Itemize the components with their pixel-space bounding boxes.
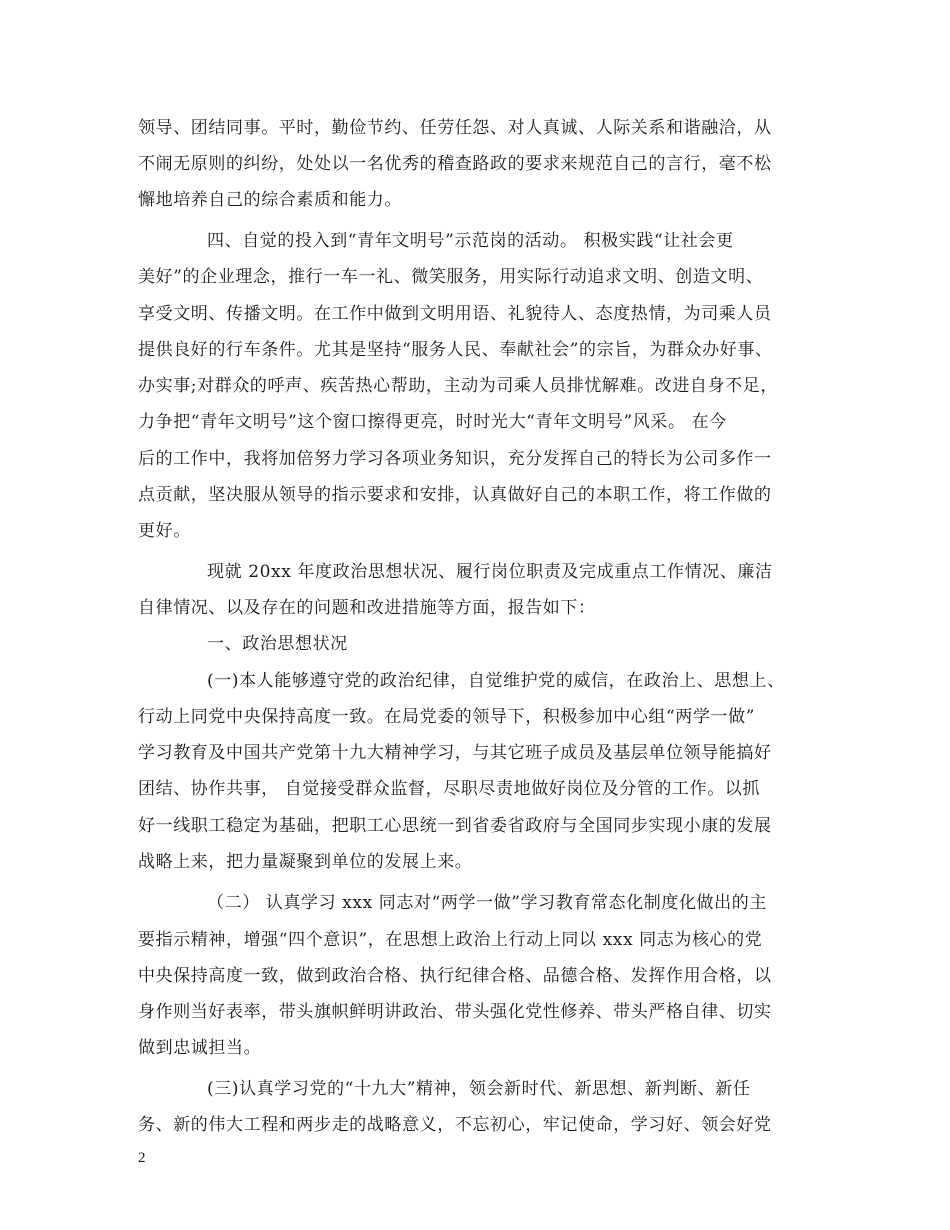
text-line: 提供良好的行车条件。尤其是坚持“服务人民、奉献社会”的宗旨，为群众办好事、 <box>138 340 773 360</box>
text-line: 办实事;对群众的呼声、疾苦热心帮助，主动为司乘人员排忧解难。改进自身不足， <box>138 376 778 396</box>
text-line: 务、新的伟大工程和两步走的战略意义，不忘初心，牢记使命，学习好、领会好党 <box>138 1115 772 1135</box>
text-line: 力争把“青年文明号”这个窗口擦得更亮，时时光大“青年文明号”风采。 在今 <box>138 412 727 432</box>
text-line: 懈地培养自己的综合素质和能力。 <box>138 190 402 210</box>
text-line: 现就 20xx 年度政治思想状况、履行岗位职责及完成重点工作情况、廉洁 <box>207 562 773 582</box>
text-line: 战略上来，把力量凝聚到单位的发展上来。 <box>138 852 473 872</box>
text-line: 不闹无原则的纠纷，处处以一名优秀的稽查路政的要求来规范自己的言行，毫不松 <box>138 154 772 174</box>
text-line: 享受文明、传播文明。在工作中做到文明用语、礼貌待人、态度热情，为司乘人员 <box>138 304 772 324</box>
text-line: 自律情况、以及存在的问题和改进措施等方面，报告如下： <box>138 598 596 618</box>
text-line: 四、自觉的投入到“青年文明号”示范岗的活动。 积极实践“让社会更 <box>207 231 734 251</box>
text-line: 团结、协作共事， 自觉接受群众监督，尽职尽责地做好岗位及分管的工作。以抓 <box>138 779 761 799</box>
text-line: 更好。 <box>138 521 191 541</box>
page-number: 2 <box>138 1150 146 1166</box>
text-line: 做到忠诚担当。 <box>138 1038 262 1058</box>
text-line: 行动上同党中央保持高度一致。在局党委的领导下，积极参加中心组“两学一做” <box>138 707 755 727</box>
text-line: 点贡献，坚决服从领导的指示要求和安排，认真做好自己的本职工作，将工作做的 <box>138 485 772 505</box>
text-line: 身作则当好表率，带头旗帜鲜明讲政治、带头强化党性修养、带头严格自律、切实 <box>138 1002 772 1022</box>
text-line: （二） 认真学习 xxx 同志对“两学一做”学习教育常态化制度化做出的主 <box>207 893 767 913</box>
text-line: 要指示精神，增强“四个意识”，在思想上政治上行动上同以 xxx 同志为核心的党 <box>138 930 763 950</box>
text-line: 好一线职工稳定为基础，把职工心思统一到省委省政府与全国同步实现小康的发展 <box>138 816 772 836</box>
text-line: 后的工作中，我将加倍努力学习各项业务知识，充分发挥自己的特长为公司多作一 <box>138 449 772 469</box>
text-line: 美好”的企业理念，推行一车一礼、微笑服务，用实际行动追求文明、创造文明、 <box>138 267 764 287</box>
text-line: 学习教育及中国共产党第十九大精神学习，与其它班子成员及基层单位领导能搞好 <box>138 743 772 763</box>
text-line: (三)认真学习党的“十九大”精神，领会新时代、新思想、新判断、新任 <box>207 1079 751 1099</box>
text-line: 一、政治思想状况 <box>207 634 348 654</box>
text-line: 中央保持高度一致，做到政治合格、执行纪律合格、品德合格、发挥作用合格，以 <box>138 966 772 986</box>
text-line: 领导、团结同事。平时，勤俭节约、任劳任怨、对人真诚、人际关系和谐融洽，从 <box>138 118 772 138</box>
text-line: (一)本人能够遵守党的政治纪律，自觉维护党的威信，在政治上、思想上、 <box>207 671 785 691</box>
